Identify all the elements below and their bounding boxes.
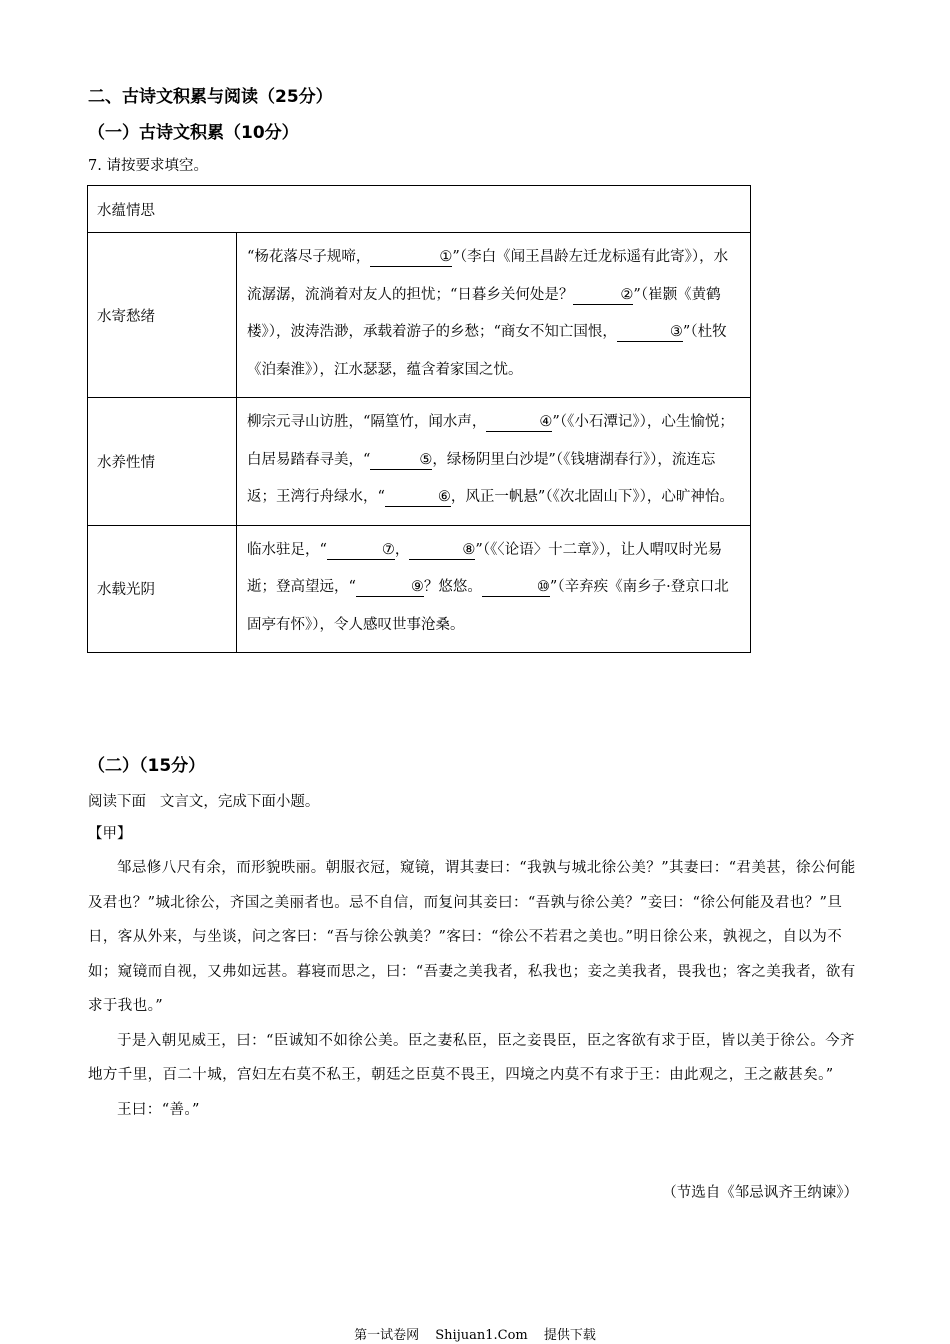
passage-source: （节选自《邹忌讽齐王纳谏》） xyxy=(662,1185,858,1201)
blank-5[interactable]: ⑤ xyxy=(370,451,432,470)
table-row xyxy=(88,233,751,398)
part1-title: （一）古诗文积累（10分） xyxy=(88,123,299,143)
question-7: 7. 请按要求填空。 xyxy=(88,158,208,174)
passage-paragraph: 于是入朝见威王，曰：“臣诚知不如徐公美。臣之妻私臣，臣之妾畏臣，臣之客欲有求于臣，皆以美于徐公。今齐地方千里，百二十城，宫妇左右莫不私王，朝廷之臣莫不畏王，四境之内莫不有求于王：由此观之，王之蔽甚矣。” xyxy=(88,1032,855,1083)
passage-paragraph: 邹忌修八尺有余，而形貌昳丽。朝服衣冠，窥镜，谓其妻曰：“我孰与城北徐公美？”其妻曰：“君美甚，徐公何能及君也？”城北徐公，齐国之美丽者也。忌不自信，而复问其妾曰：“吾孰与徐公美？”妾曰：“徐公何能及君也？”旦日，客从外来，与坐谈，问之客曰：“吾与徐公孰美？”客曰：“徐公不若君之美也。”明日徐公来，孰视之，自以为不如；窥镜而自视，又弗如远甚。暮寝而思之，曰：“吾妻之美我者，私我也；妾之美我者，畏我也；客之美我者，欲有求于我也。” xyxy=(88,860,856,1014)
page-footer xyxy=(0,1324,950,1343)
part2-title: （二）（15分） xyxy=(88,756,206,776)
blank-3[interactable]: ③ xyxy=(617,323,683,342)
row-category: 水寄愁绪 xyxy=(88,233,237,398)
row-category: 水养性情 xyxy=(88,398,237,526)
blank-9[interactable]: ⑨ xyxy=(356,578,424,597)
table-header-row xyxy=(88,186,751,233)
blank-2[interactable]: ② xyxy=(573,286,633,305)
poetry-fill-table xyxy=(87,185,751,653)
blank-7[interactable]: ⑦ xyxy=(327,541,395,560)
blank-10[interactable]: ⑩ xyxy=(482,578,550,597)
row-category: 水载光阴 xyxy=(88,525,237,653)
blank-8[interactable]: ⑧ xyxy=(409,541,475,560)
table-header: 水蕴情思 xyxy=(88,186,751,233)
blank-1[interactable]: ① xyxy=(370,248,452,267)
footer-download: 提供下载 xyxy=(543,1328,596,1343)
section-title: 二、古诗文积累与阅读（25分） xyxy=(88,87,333,107)
row-content: “杨花落尽子规啼， ①”（李白《闻王昌龄左迁龙标遥有此寄》），水流潺潺，流淌着对友人的担忧；“日暮乡关何处是？ ②”（崔颢《黄鹤楼》），波涛浩渺，承载着游子的乡愁；“商女不知亡国恨， ③”（杜牧《泊秦淮》），江水瑟瑟，蕴含着家国之忧。 xyxy=(237,233,751,398)
row-content: 临水驻足，“ ⑦， ⑧”（《〈论语〉十二章》），让人喟叹时光易逝；登高望远，“ ⑨？悠悠。 ⑩”（辛弃疾《南乡子·登京口北固亭有怀》），令人感叹世事沧桑。 xyxy=(237,525,751,653)
table-row xyxy=(88,525,751,653)
footer-site-cn: 第一试卷网 xyxy=(354,1328,420,1343)
blank-6[interactable]: ⑥ xyxy=(385,488,451,507)
passage-paragraph: 王曰：“善。” xyxy=(117,1101,200,1118)
table-row xyxy=(88,398,751,526)
blank-4[interactable]: ④ xyxy=(486,413,552,432)
reading-instruction: 阅读下面 文言文，完成下面小题。 xyxy=(88,794,320,810)
footer-site-en[interactable]: Shijuan1.Com xyxy=(435,1328,528,1343)
row-content: 柳宗元寻山访胜，“隔篁竹，闻水声， ④”（《小石潭记》），心生愉悦；白居易踏春寻美，“ ⑤，绿杨阴里白沙堤”（《钱塘湖春行》），流连忘返；王湾行舟绿水，“ ⑥，风正一帆悬”（《次北固山下》），心旷神怡。 xyxy=(237,398,751,526)
classical-passage xyxy=(88,851,858,1127)
passage-label: 【甲】 xyxy=(88,826,132,842)
